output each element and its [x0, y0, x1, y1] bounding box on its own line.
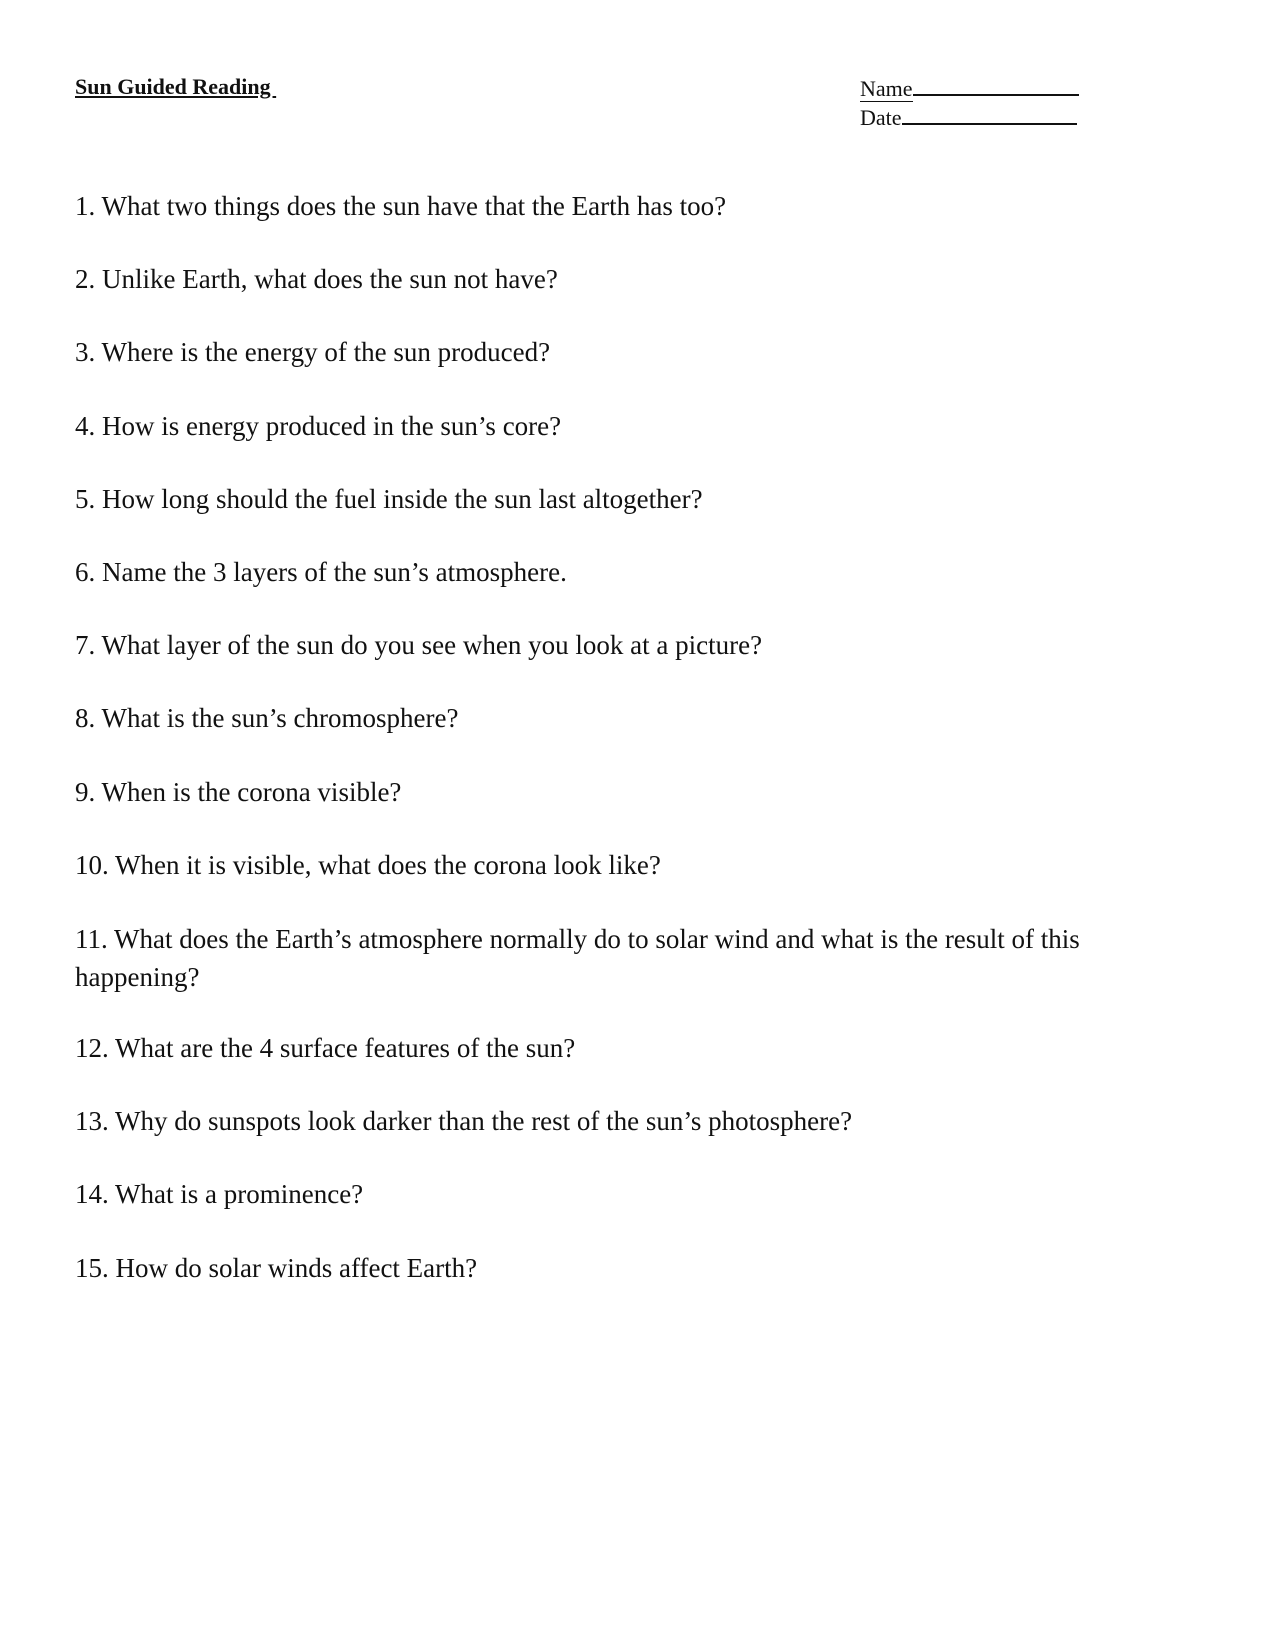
- question-item: [75, 187, 1195, 225]
- question-number: 4.: [75, 411, 102, 441]
- question-text: What is the sun’s chromosphere?: [101, 703, 459, 733]
- question-number: 8.: [75, 703, 102, 733]
- question-text: How do solar winds affect Earth?: [115, 1253, 478, 1283]
- question-item: [75, 699, 1195, 737]
- question-item: [75, 846, 1195, 884]
- question-number: 7.: [75, 630, 102, 660]
- question-text: Why do sunspots look darker than the rest of the sun’s photosphere?: [115, 1106, 853, 1136]
- question-number: 3.: [75, 337, 102, 367]
- worksheet-title: Sun Guided Reading: [75, 74, 277, 99]
- question-item: [75, 1175, 1195, 1213]
- question-text: What does the Earth’s atmosphere normally do to solar wind and what is the result of this happening?: [75, 924, 1080, 992]
- question-item: [75, 407, 1195, 445]
- question-item: [75, 480, 1195, 518]
- name-label: Name: [860, 76, 913, 101]
- question-item: [75, 773, 1195, 811]
- question-text: Name the 3 layers of the sun’s atmosphere.: [102, 557, 567, 587]
- name-blank-line[interactable]: [913, 76, 1079, 96]
- question-item: [75, 1102, 1195, 1140]
- question-number: 2.: [75, 264, 102, 294]
- question-text: When it is visible, what does the corona look like?: [115, 850, 661, 880]
- date-label: Date: [860, 105, 902, 130]
- question-number: 13.: [75, 1106, 116, 1136]
- question-text: Unlike Earth, what does the sun not have?: [102, 264, 558, 294]
- question-number: 15.: [75, 1253, 116, 1283]
- question-text: What is a prominence?: [115, 1179, 364, 1209]
- question-text: Where is the energy of the sun produced?: [101, 337, 551, 367]
- question-item: [75, 1029, 1195, 1067]
- question-item: [75, 333, 1195, 371]
- question-item: [75, 626, 1195, 664]
- question-number: 6.: [75, 557, 102, 587]
- question-number: 11.: [75, 924, 115, 954]
- question-item: [75, 920, 1195, 996]
- question-text: What two things does the sun have that the Earth has too?: [101, 191, 727, 221]
- question-text: What are the 4 surface features of the sun?: [115, 1033, 576, 1063]
- question-number: 1.: [75, 191, 102, 221]
- date-blank-line[interactable]: [902, 105, 1077, 125]
- date-field[interactable]: [860, 105, 1077, 131]
- question-text: How long should the fuel inside the sun last altogether?: [102, 484, 703, 514]
- question-number: 14.: [75, 1179, 116, 1209]
- name-field[interactable]: [860, 76, 1079, 102]
- question-item: [75, 553, 1195, 591]
- question-text: What layer of the sun do you see when you look at a picture?: [101, 630, 763, 660]
- question-item: [75, 260, 1195, 298]
- question-number: 9.: [75, 777, 102, 807]
- question-text: When is the corona visible?: [101, 777, 402, 807]
- question-text: How is energy produced in the sun’s core?: [102, 411, 562, 441]
- question-number: 5.: [75, 484, 102, 514]
- question-number: 12.: [75, 1033, 116, 1063]
- question-item: [75, 1249, 1195, 1287]
- question-number: 10.: [75, 850, 116, 880]
